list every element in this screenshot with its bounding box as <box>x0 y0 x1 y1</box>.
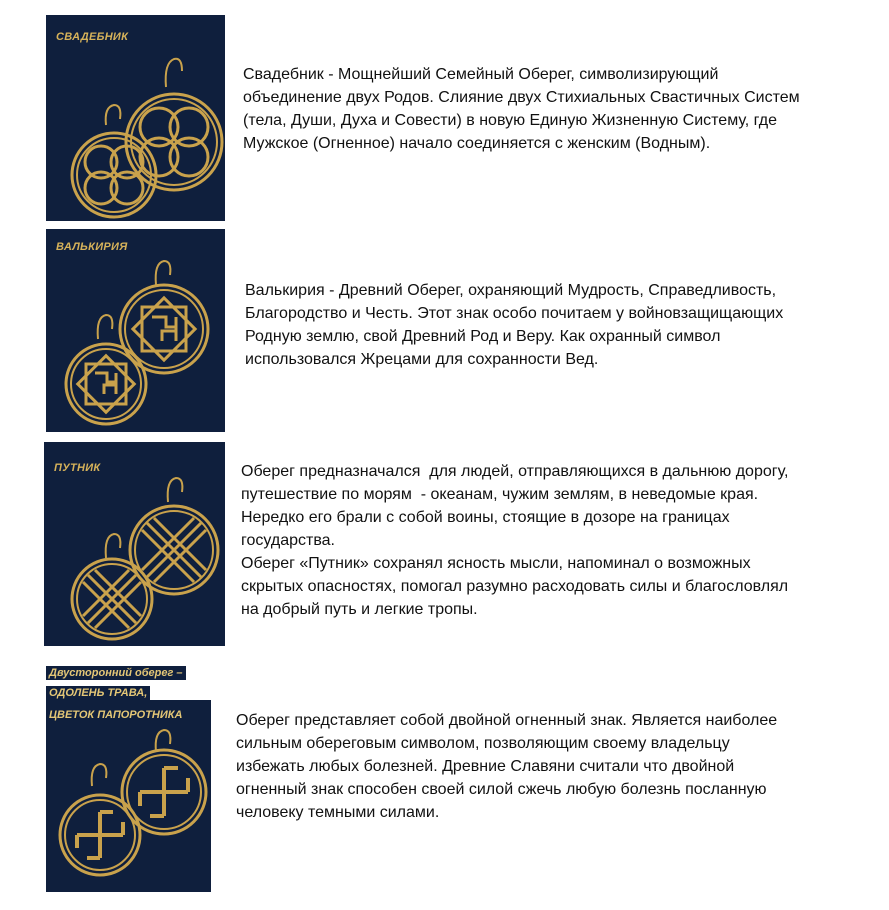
odolen-trava-description: Оберег представляет собой двойной огненный знак. Является наиболее сильным обереговым символом, позволяющим своему владельцу избежать любых болезней. Древние Славяни считали что двойной огненный знак способен своей силой сжечь любую болезнь посланную человеку темными силами. <box>236 712 778 821</box>
panel-label: ВАЛЬКИРИЯ <box>56 241 128 253</box>
valkyria-panel <box>46 229 225 432</box>
putnik-earrings-icon <box>44 442 225 646</box>
panel-label: ПУТНИК <box>54 462 101 474</box>
svadebnik-description: Свадебник - Мощнейший Семейный Оберег, символизирующий объединение двух Родов. Слияние двух Стихиальных Свастичных Систем (тела, Души, Духа и Совести) в новую Единую Жизненную Систему, где Мужское (Огненное) начало соединяется с женским (Водным). <box>243 66 800 152</box>
putnik-description: Оберег предназначался для людей, отправляющихся в дальнюю дорогу, путешествие по морям - океанам, чужим землям, в неведомые края. Нередко его брали с собой воины, стоящие в дозоре на границах государства. Оберег «Путник» сохранял ясность мысли, напоминал о возможных скрытых опасностях, помогал разумно расходовать силы и благословлял на добрый путь и легкие тропы. <box>241 463 789 618</box>
valkyria-description: Валькирия - Древний Оберег, охраняющий Мудрость, Справедливость, Благородство и Честь. Этот знак особо почитаем у войновзащищающих Родную землю, свой Древний Род и Веру. Как охранный символ использовался Жрецами для сохранности Вед. <box>245 282 784 368</box>
banner-line-1: Двусторонний оберег – <box>46 666 186 680</box>
putnik-panel <box>44 442 225 646</box>
odolen-trava-panel <box>46 660 211 892</box>
svadebnik-panel <box>46 15 225 221</box>
valkyria-earrings-icon <box>46 229 225 432</box>
svadebnik-earrings-icon <box>46 15 225 221</box>
panel-label: СВАДЕБНИК <box>56 31 129 43</box>
banner-line-2: ОДОЛЕНЬ ТРАВА, <box>46 686 150 700</box>
banner-line-3: ЦВЕТОК ПАПОРОТНИКА <box>46 708 185 722</box>
